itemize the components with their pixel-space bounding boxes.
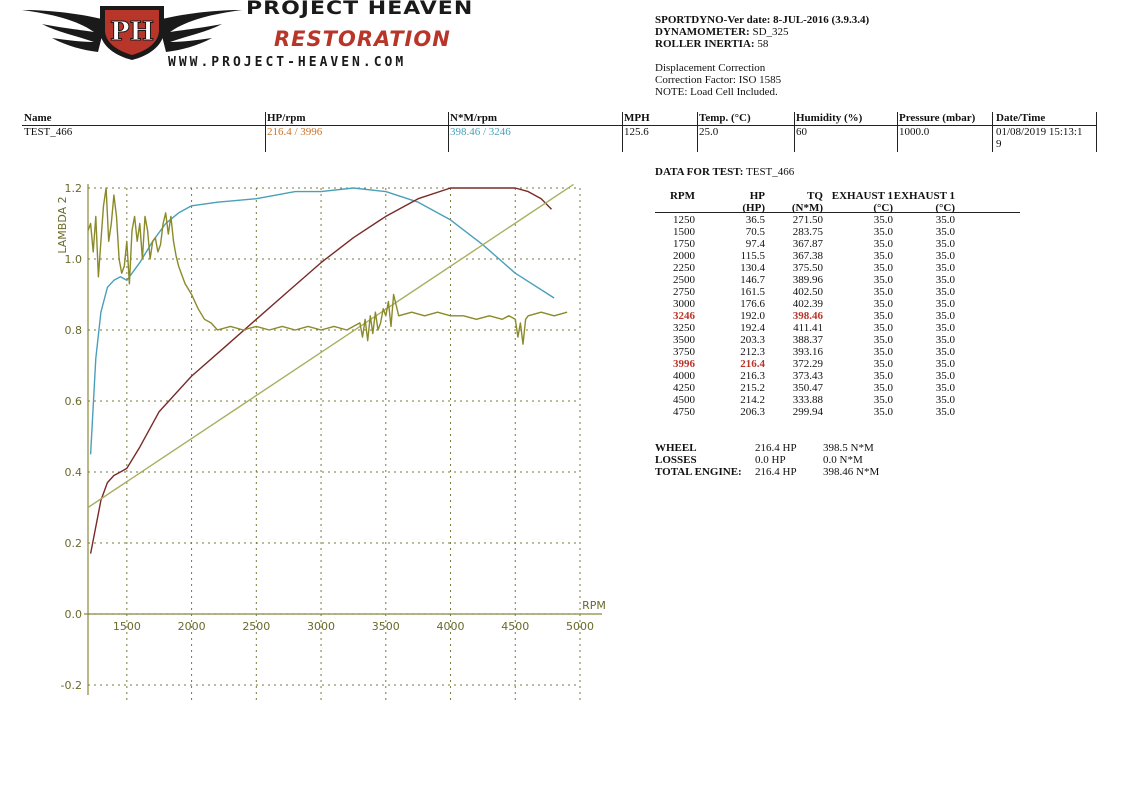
x-tick-label: 1500 [112,620,141,633]
data-table-cell: 35.0 [873,226,893,238]
summary-header: Name [24,112,52,124]
data-table-cell: 35.0 [935,406,955,418]
data-table-cell: 161.5 [740,286,765,298]
data-table-cell: 35.0 [935,358,955,370]
data-table-cell: 2000 [673,250,695,262]
summary-value: 25.0 [699,126,719,138]
logo-letters: PH [109,17,155,47]
y-tick-label: 1.2 [64,182,82,195]
summary-col-temp [697,112,794,152]
data-table-cell: 176.6 [740,298,765,310]
x-tick-label: 2000 [177,620,206,633]
data-table-cell: 35.0 [873,214,893,226]
summary-col-hp [265,112,448,152]
x-tick-label: 5000 [566,620,594,633]
losses-label: LOSSES [655,454,697,466]
data-table-cell: 367.38 [792,250,823,262]
summary-value-hp: 216.4 / 3996 [267,126,323,138]
summary-col-humidity [794,112,897,152]
summary-vline [265,112,266,152]
data-table-cell: 350.47 [792,382,823,394]
data-table-cell: 35.0 [873,334,893,346]
data-table-row [655,214,1020,226]
data-table-cell: (HP) [742,202,765,214]
data-table-cell: 283.75 [792,226,823,238]
data-table-cell: 35.0 [935,346,955,358]
dynamometer-label: DYNAMOMETER: [655,26,750,38]
data-table-cell: 299.94 [792,406,823,418]
data-table-row [655,334,1020,346]
summary-value: 01/08/2019 15:13:1 [996,126,1083,138]
data-table-cell: 402.39 [792,298,823,310]
summary-value-nm: 398.46 / 3246 [450,126,511,138]
data-table-cell: 35.0 [935,298,955,310]
data-table-row [655,370,1020,382]
data-table-cell: EXHAUST 1 [893,190,955,202]
x-tick-label: 3000 [307,620,336,633]
data-table-cell: 130.4 [740,262,765,274]
data-table-cell: 367.87 [792,238,823,250]
data-table-cell: 35.0 [935,214,955,226]
summary-col-name [22,112,265,152]
summary-value: 60 [796,126,807,138]
y-tick-label: 0.2 [64,537,82,550]
series-line-2 [88,184,574,507]
data-table-cell: HP [749,190,765,202]
data-table-cell: 35.0 [935,238,955,250]
version-label: SPORTDYNO-Ver date: [655,14,771,26]
series-line-3 [88,188,567,344]
data-table-cell: 2250 [673,262,695,274]
y-tick-label: -0.2 [60,679,82,692]
data-table-row [655,262,1020,274]
data-table-cell: 36.5 [745,214,765,226]
data-table-cell: 3000 [673,298,695,310]
data-table-cell: TQ [807,190,823,202]
data-table-cell: 1500 [673,226,695,238]
data-table-cell: 4500 [673,394,695,406]
wheel-hp: 216.4 HP [755,442,797,454]
data-table-cell: 411.41 [793,322,823,334]
data-table-cell: 4250 [673,382,695,394]
data-table-cell: 389.96 [792,274,823,286]
data-table-cell: 372.29 [792,358,823,370]
data-table-cell: (°C) [873,202,893,214]
data-table-cell: 35.0 [935,274,955,286]
data-table-header-row [655,202,1020,214]
chart-y-axis-label: LAMBDA 2 [56,196,69,254]
summary-header: N*M/rpm [450,112,498,124]
data-table-cell: 3250 [673,322,695,334]
data-table-cell: 35.0 [935,394,955,406]
data-table-cell: 333.88 [792,394,823,406]
data-table-cell: 271.50 [792,214,823,226]
y-tick-label: 1.0 [64,253,82,266]
summary-header: Date/Time [996,112,1046,124]
brand-url-text: WWW.PROJECT-HEAVEN.COM [168,55,407,70]
data-table-cell: 35.0 [873,298,893,310]
chart-x-axis-label: RPM [582,599,606,612]
data-table-row [655,310,1020,322]
data-table-cell: 35.0 [935,310,955,322]
losses-nm: 0.0 N*M [823,454,863,466]
data-table-cell: (N*M) [791,202,823,214]
data-table [655,190,1020,418]
data-table-cell: 35.0 [873,238,893,250]
data-table-cell: 216.4 [740,358,765,370]
data-table-cell: 35.0 [873,394,893,406]
note-correction: Correction Factor: ISO 1585 [655,74,782,86]
dyno-chart [20,165,640,715]
data-table-cell: 4000 [673,370,695,382]
data-table-cell: 35.0 [873,310,893,322]
data-table-cell: 3500 [673,334,695,346]
data-table-title [655,166,794,178]
data-table-cell: 3246 [673,310,695,322]
data-table-row [655,358,1020,370]
x-tick-label: 2500 [242,620,271,633]
data-table-cell: 35.0 [873,358,893,370]
summary-header: Temp. (°C) [699,112,751,124]
data-table-row [655,286,1020,298]
data-table-cell: (°C) [935,202,955,214]
data-table-cell: 216.3 [740,370,765,382]
data-table-cell: 398.46 [792,310,823,322]
engine-label: TOTAL ENGINE: [655,466,742,478]
note-displacement: Displacement Correction [655,62,766,74]
data-table-cell: 35.0 [873,346,893,358]
data-table-cell: 192.0 [740,310,765,322]
data-table-cell: 206.3 [740,406,765,418]
data-table-row [655,298,1020,310]
version-value: 8-JUL-2016 (3.9.3.4) [773,14,870,26]
data-table-header-row [655,190,1020,202]
data-table-cell: 35.0 [935,322,955,334]
wheel-label: WHEEL [655,442,697,454]
summary-col-datetime [994,112,1097,152]
series-line-0 [91,188,554,454]
y-tick-label: 0.8 [64,324,82,337]
right-wing-icon [158,10,242,52]
note-load-cell: NOTE: Load Cell Included. [655,86,778,98]
data-table-cell: 203.3 [740,334,765,346]
data-table-cell: 4750 [673,406,695,418]
data-table-cell: 3750 [673,346,695,358]
summary-col-mph [622,112,697,152]
brand-top-text: PROJECT HEAVEN [246,0,474,20]
summary-vline [448,112,449,152]
data-table-cell: 70.5 [745,226,765,238]
data-table-row [655,226,1020,238]
data-table-cell: 146.7 [740,274,765,286]
data-table-cell: 35.0 [873,370,893,382]
data-table-row [655,250,1020,262]
left-wing-icon [22,10,106,52]
dynamometer-value: SD_325 [752,26,789,38]
summary-value: 1000.0 [899,126,930,138]
summary-vline [697,112,698,152]
data-title-label: DATA FOR TEST: [655,166,744,178]
engine-hp: 216.4 HP [755,466,797,478]
data-table-row [655,382,1020,394]
data-table-cell: 393.16 [792,346,823,358]
data-table-cell: 35.0 [935,334,955,346]
data-table-row [655,346,1020,358]
y-tick-label: 0.4 [64,466,82,479]
summary-vline [897,112,898,152]
summary-value-wrap: 9 [996,138,1002,150]
data-table-cell: 388.37 [792,334,823,346]
data-table-cell: 3996 [673,358,695,370]
losses-hp: 0.0 HP [755,454,786,466]
summary-vline [622,112,623,152]
data-table-cell: 35.0 [935,370,955,382]
data-table-cell: EXHAUST 1 [831,190,893,202]
summary-value: 125.6 [624,126,649,138]
data-table-cell: 35.0 [873,262,893,274]
data-table-cell: 35.0 [935,286,955,298]
data-table-cell: 115.5 [740,250,765,262]
summary-header: HP/rpm [267,112,306,124]
data-table-row [655,274,1020,286]
data-table-cell: 35.0 [873,250,893,262]
summary-header: Humidity (%) [796,112,863,124]
dyno-info-block [655,14,869,98]
data-table-cell: 214.2 [740,394,765,406]
data-table-cell: 97.4 [745,238,765,250]
data-title-value: TEST_466 [746,166,795,178]
data-table-cell: 2500 [673,274,695,286]
data-table-cell: 35.0 [935,250,955,262]
summary-value: TEST_466 [24,126,73,138]
summary-vline [794,112,795,152]
data-table-cell: 35.0 [935,226,955,238]
data-table-cell: 192.4 [740,322,765,334]
summary-table [22,112,1097,152]
x-tick-label: 4500 [501,620,530,633]
data-table-cell: 215.2 [740,382,765,394]
data-table-row [655,322,1020,334]
y-tick-label: 0.6 [64,395,82,408]
data-table-cell: 35.0 [873,274,893,286]
data-table-cell: 375.50 [792,262,823,274]
data-table-cell: 402.50 [792,286,823,298]
summary-vline [1096,112,1097,152]
data-table-cell: 35.0 [873,382,893,394]
engine-nm: 398.46 N*M [823,466,880,478]
x-tick-label: 4000 [436,620,465,633]
summary-vline [992,112,993,152]
summary-header: Pressure (mbar) [899,112,976,124]
data-table-cell: 35.0 [935,262,955,274]
data-table-row [655,394,1020,406]
inertia-value: 58 [757,38,769,50]
y-tick-label: 0.0 [64,608,82,621]
data-table-cell: 2750 [673,286,695,298]
data-table-row [655,406,1020,418]
data-table-cell: 1250 [673,214,695,226]
data-table-cell: 35.0 [935,382,955,394]
data-table-cell: 35.0 [873,286,893,298]
wheel-nm: 398.5 N*M [823,442,874,454]
chart-series [88,184,574,553]
data-table-cell: 35.0 [873,406,893,418]
summary-header: MPH [624,112,650,124]
data-table-cell: RPM [669,190,695,202]
data-table-cell: 1750 [673,238,695,250]
data-table-cell: 212.3 [740,346,765,358]
data-table-cell: 35.0 [873,322,893,334]
summary-col-nm [448,112,622,152]
inertia-label: ROLLER INERTIA: [655,38,755,50]
data-table-cell: 373.43 [792,370,823,382]
x-tick-label: 3500 [371,620,400,633]
summary-col-pressure [897,112,992,152]
data-table-row [655,238,1020,250]
brand-restoration-text: RESTORATION [274,27,451,51]
